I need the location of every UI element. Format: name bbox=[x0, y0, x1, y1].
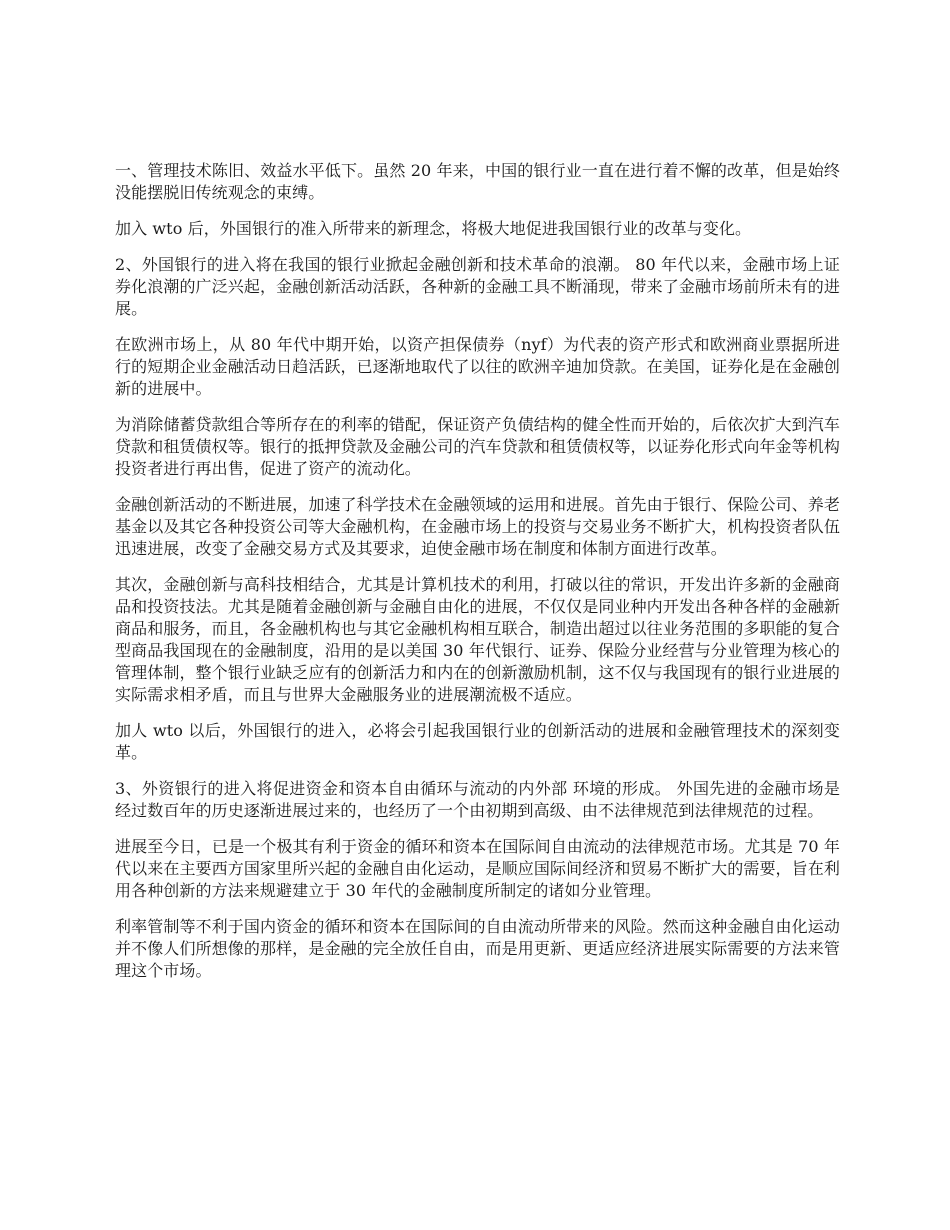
paragraph-11: 利率管制等不利于国内资金的循环和资本在国际间的自由流动所带来的风险。然而这种金融自由化运动并不像人们所想像的那样，是金融的完全放任自由，而是用更新、更适应经济进展实际需要的方法来管理这个市场。 bbox=[115, 917, 840, 980]
paragraph-3: 2、外国银行的进入将在我国的银行业掀起金融创新和技术革命的浪潮。 80 年代以来，金融市场上证券化浪潮的广泛兴起，金融创新活动活跃，各种新的金融工具不断涌现，带来了金融市场前所未有的进展。 bbox=[115, 255, 840, 318]
paragraph-10: 进展至今日，已是一个极其有利于资金的循环和资本在国际间自由流动的法律规范市场。尤其是 70 年代以来在主要西方国家里所兴起的金融自由化运动，是顺应国际间经济和贸易不断扩大的需要，旨在利用各种创新的方法来规避建立于 30 年代的金融制度所制定的诸如分业管理。 bbox=[115, 837, 840, 900]
paragraph-7: 其次，金融创新与高科技相结合，尤其是计算机技术的利用，打破以往的常识，开发出许多新的金融商品和投资技法。尤其是随着金融创新与金融自由化的进展，不仅仅是同业种内开发出各种各样的金融新商品和服务，而且，各金融机构也与其它金融机构相互联合，制造出超过以往业务范围的多职能的复合型商品我国现在的金融制度，沿用的是以美国 30 年代银行、证券、保险分业经营与分业管理为核心的管理体制，整个银行业缺乏应有的创新活力和内在的创新激励机制，这不仅与我国现有的银行业进展的实际需求相矛盾，而且与世界大金融服务业的进展潮流极不适应。 bbox=[115, 575, 840, 704]
paragraph-9: 3、外资银行的进入将促进资金和资本自由循环与流动的内外部 环境的形成。 外国先进的金融市场是经过数百年的历史逐渐进展过来的，也经历了一个由初期到高级、由不法律规范到法律规范的过程。 bbox=[115, 779, 840, 820]
paragraph-8: 加人 wto 以后，外国银行的进入，必将会引起我国银行业的创新活动的进展和金融管理技术的深刻变革。 bbox=[115, 721, 840, 762]
paragraph-4: 在欧洲市场上，从 80 年代中期开始，以资产担保债券（nyf）为代表的资产形式和欧洲商业票据所进行的短期企业金融活动日趋活跃，已逐渐地取代了以往的欧洲辛迪加贷款。在美国，证券化是在金融创新的进展中。 bbox=[115, 335, 840, 398]
paragraph-5: 为消除储蓄贷款组合等所存在的利率的错配，保证资产负债结构的健全性而开始的，后依次扩大到汽车贷款和租赁债权等。银行的抵押贷款及金融公司的汽车贷款和租赁债权等，以证券化形式向年金等机构投资者进行再出售，促进了资产的流动化。 bbox=[115, 415, 840, 478]
document-body bbox=[115, 160, 840, 996]
paragraph-2: 加入 wto 后，外国银行的准入所带来的新理念，将极大地促进我国银行业的改革与变化。 bbox=[115, 219, 752, 238]
paragraph-6: 金融创新活动的不断进展，加速了科学技术在金融领域的运用和进展。首先由于银行、保险公司、养老基金以及其它各种投资公司等大金融机构，在金融市场上的投资与交易业务不断扩大，机构投资者队伍迅速进展，改变了金融交易方式及其要求，迫使金融市场在制度和体制方面进行改革。 bbox=[115, 495, 840, 558]
paragraph-1: 一、管理技术陈旧、效益水平低下。虽然 20 年来，中国的银行业一直在进行着不懈的改革，但是始终没能摆脱旧传统观念的束缚。 bbox=[115, 161, 840, 202]
